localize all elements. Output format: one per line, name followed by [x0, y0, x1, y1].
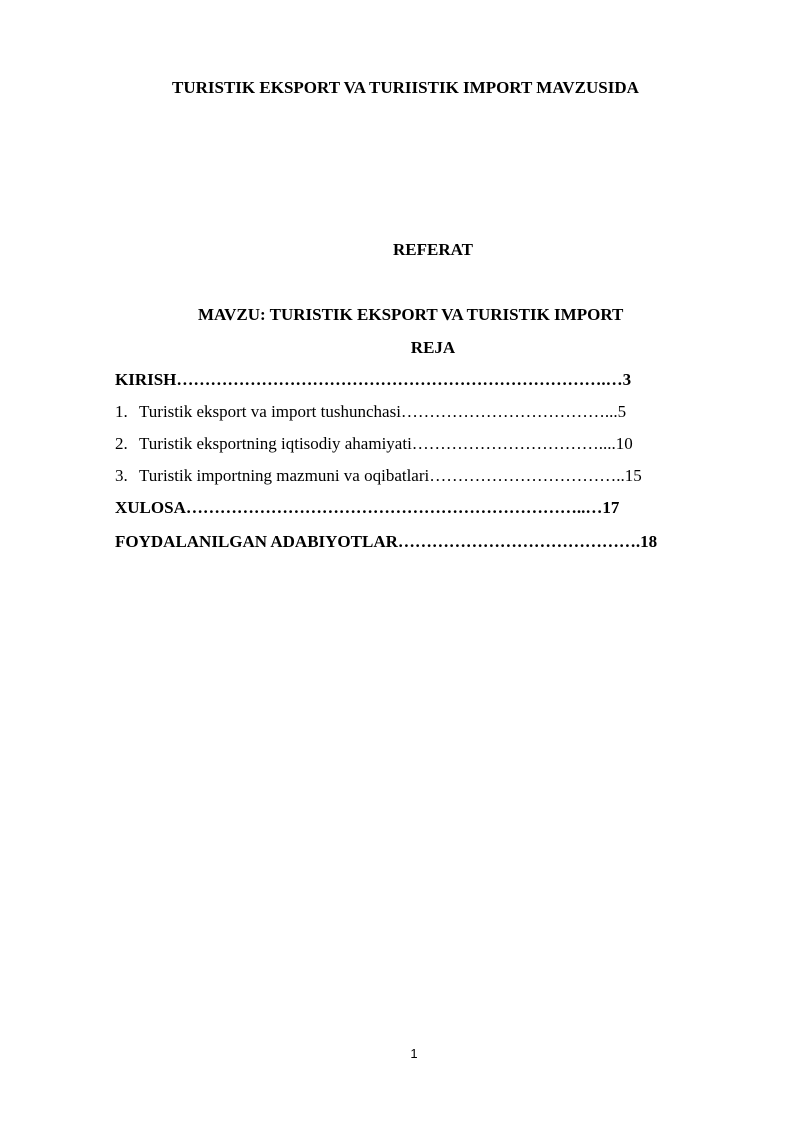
toc-entry-text: Turistik eksport va import tushunchasi………………………………...5	[139, 402, 627, 421]
topic-heading: MAVZU: TURISTIK EKSPORT VA TURISTIK IMPORT	[198, 305, 624, 324]
referat-heading: REFERAT	[393, 240, 473, 259]
toc-entry-number: 2.	[115, 434, 128, 453]
toc-entry-1	[115, 402, 626, 422]
toc-entry-text: Turistik importning mazmuni va oqibatlari……………………………..15	[139, 466, 642, 485]
toc-entry-conclusion: XULOSA……………………………………………………………..…17	[115, 498, 620, 517]
toc-entry-number: 3.	[115, 466, 128, 485]
document-top-title: TURISTIK EKSPORT VA TURIISTIK IMPORT MAVZUSIDA	[172, 78, 639, 97]
toc-entry-references: FOYDALANILGAN ADABIYOTLAR…………………………………….18	[115, 532, 658, 551]
plan-heading: REJA	[410, 338, 456, 357]
toc-entry-2	[115, 434, 633, 454]
toc-entry-text: Turistik eksportning iqtisodiy ahamiyati……………………………....10	[139, 434, 633, 453]
page-number: 1	[410, 1046, 418, 1061]
toc-entry-number: 1.	[115, 402, 128, 421]
toc-entry-intro: KIRISH………………………………………………………………….…3	[115, 370, 632, 389]
toc-entry-3	[115, 466, 642, 486]
